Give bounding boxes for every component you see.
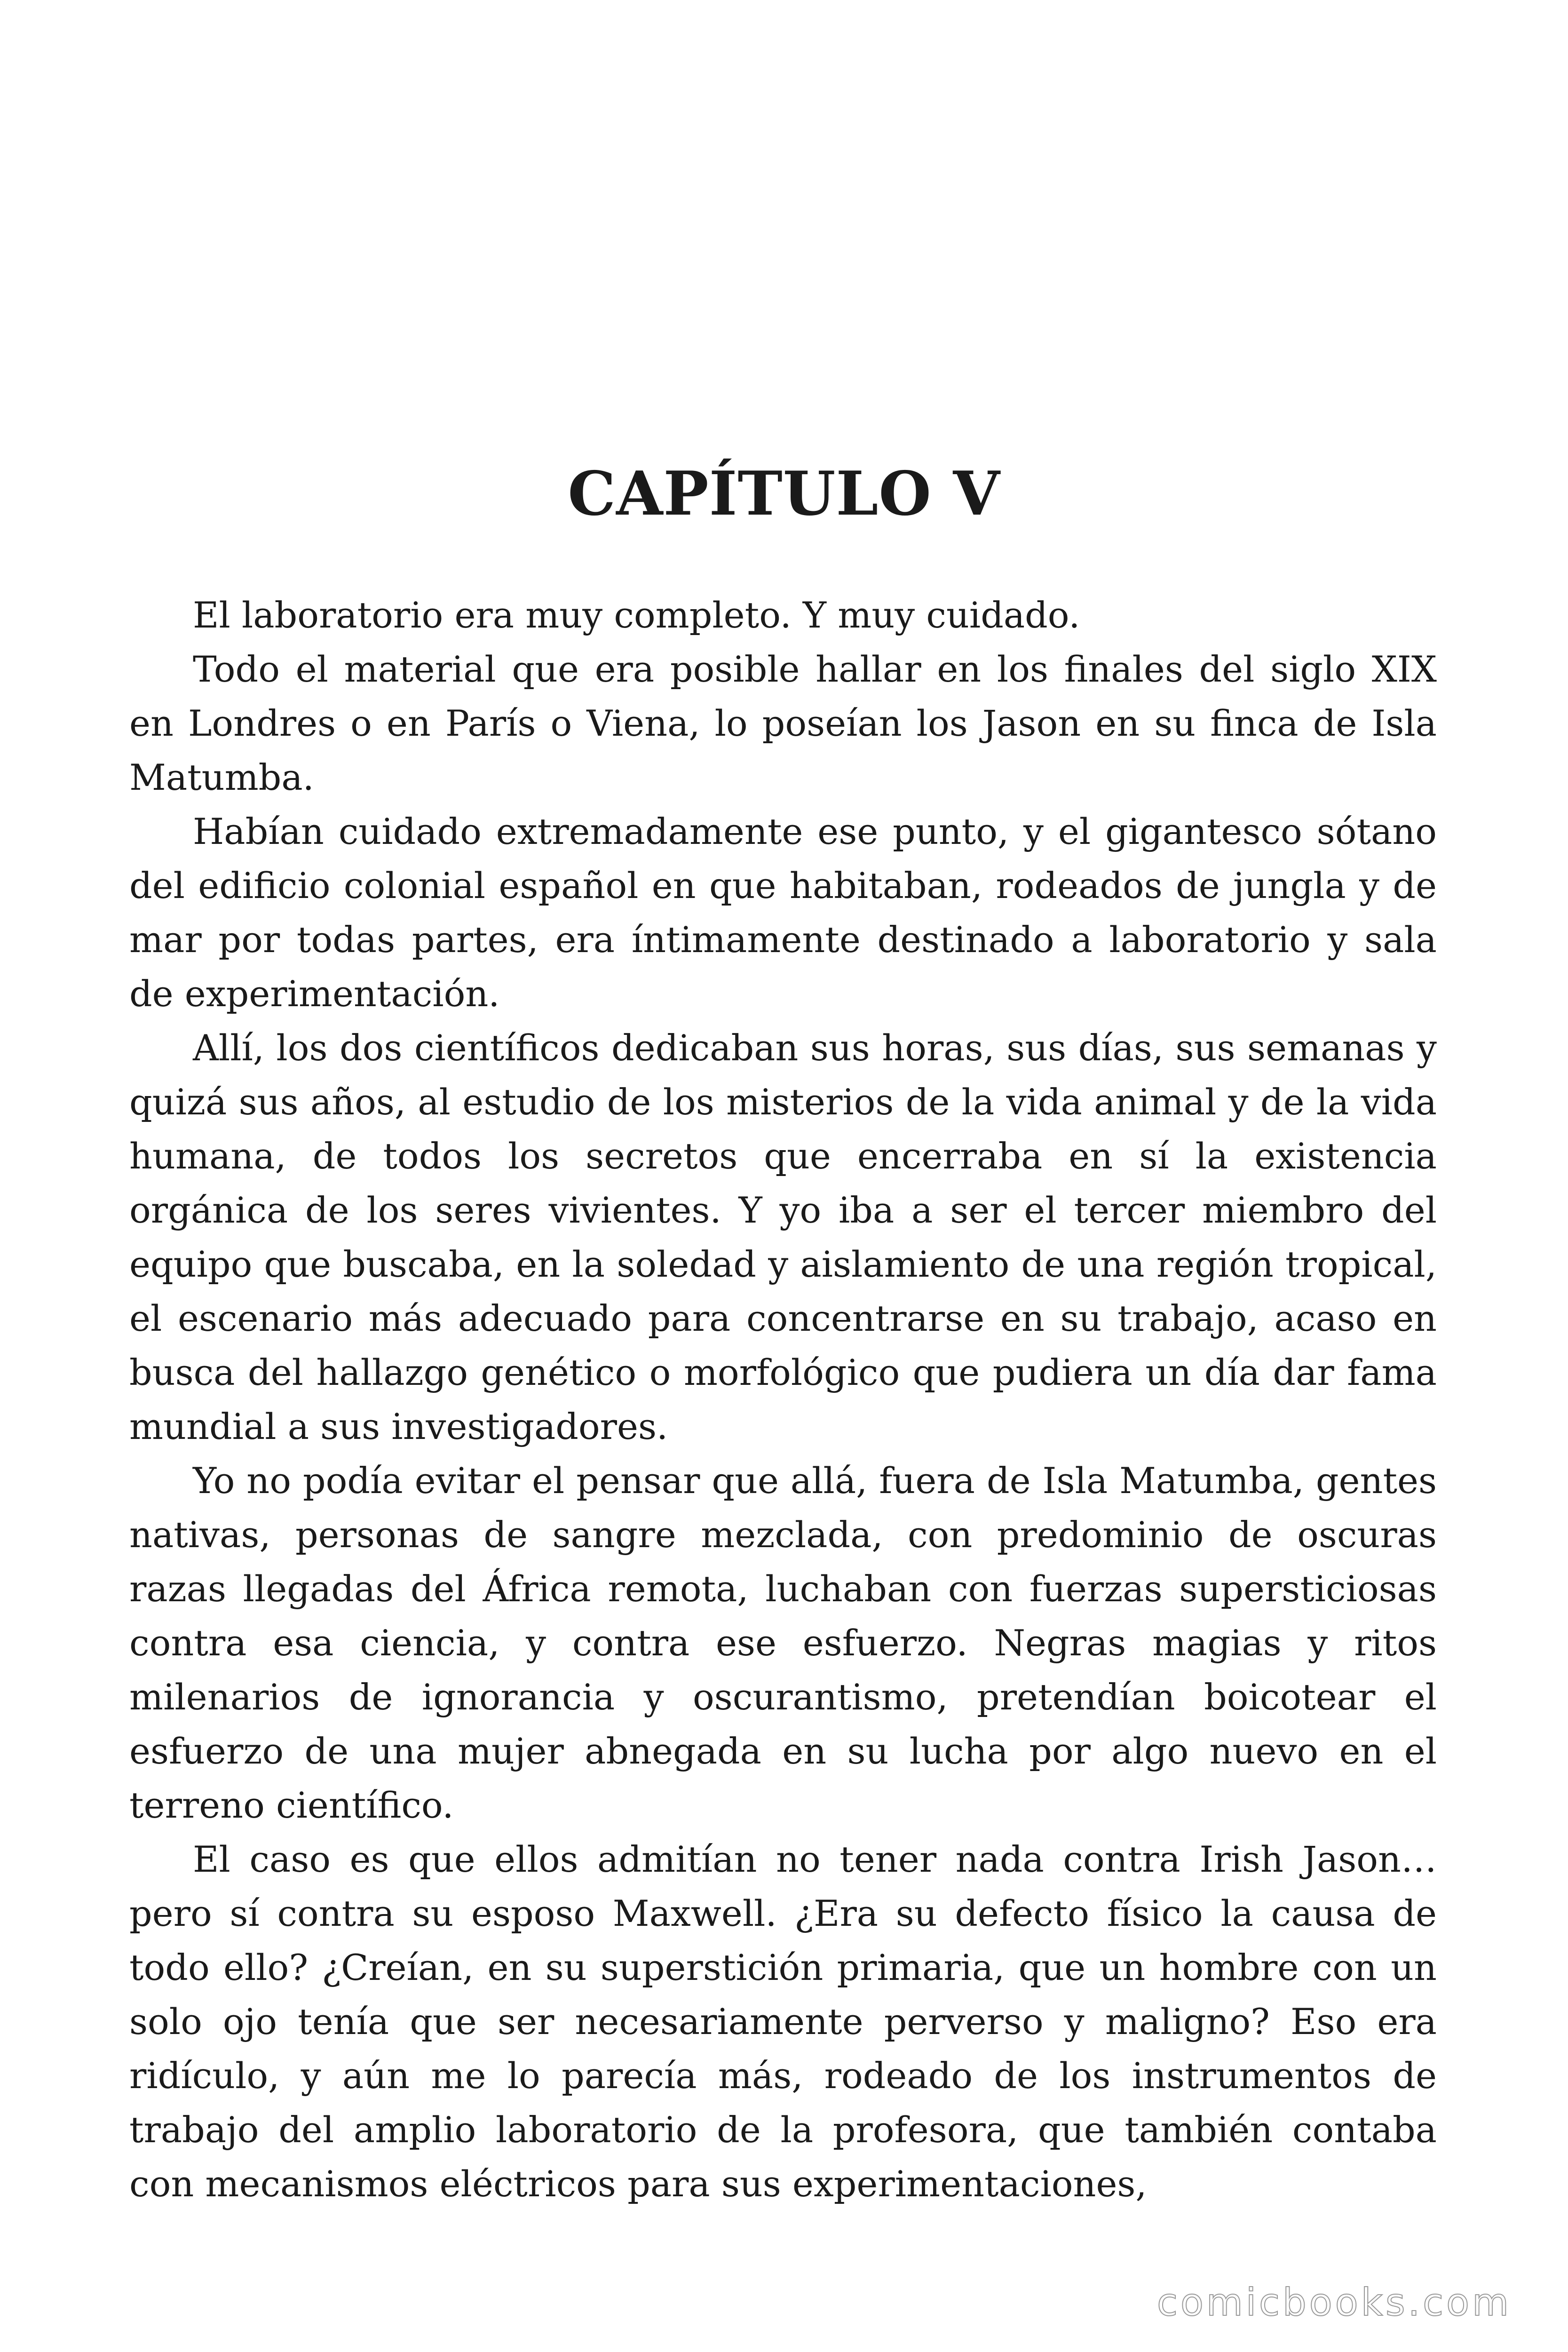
paragraph-2	[129, 642, 1437, 804]
paragraph-5: Yo no podía evitar el pensar que allá, fuera de Isla Matumba, gentes nativas, personas de sangre mezclada, con predominio de oscuras razas llegadas del África remota, luchaban con fuerzas supersticiosas contra esa ciencia, y contra ese esfuerzo. Negras magias y ritos milenarios de ignorancia y oscurantismo, pretendían boicotear el esfuerzo de una mujer abnegada en su lucha por algo nuevo en el terreno científico.	[129, 1460, 1437, 1826]
chapter-title: CAPÍTULO V	[568, 459, 1000, 529]
paragraph-6: El caso es que ellos admitían no tener nada contra Irish Jason… pero sí contra su esposo Maxwell. ¿Era su defecto físico la causa de todo ello? ¿Creían, en su superstición primaria, que un hombre con un solo ojo tenía que ser necesariamente perverso y maligno? Eso era ridículo, y aún me lo parecía más, rodeado de los instrumentos de trabajo del amplio laboratorio de la profesora, que también contaba con mecanismos eléctricos para sus experimentaciones,	[129, 1838, 1437, 2205]
paragraph-1: El laboratorio era muy completo. Y muy cuidado.	[193, 594, 1080, 636]
watermark: comicbooks.com	[1156, 2280, 1512, 2324]
chapter-body	[129, 588, 1437, 2211]
paragraph-4: Allí, los dos científicos dedicaban sus horas, sus días, sus semanas y quizá sus años, al estudio de los misterios de la vida animal y de la vida humana, de todos los secretos que encerraba en sí la existencia orgánica de los seres vivientes. Y yo iba a ser el tercer miembro del equipo que buscaba, en la soledad y aislamiento de una región tropical, el escenario más adecuado para concentrarse en su trabajo, acaso en busca del hallazgo genético o morfológico que pudiera un día dar fama mundial a sus investigadores.	[129, 1027, 1437, 1447]
paragraph-2-text-before: Todo el material que era posible hallar en los finales del siglo	[193, 648, 1372, 690]
paragraph-2-text-after: en Londres o en París o Viena, lo poseían los Jason en su finca de Isla Matumba.	[129, 702, 1437, 798]
century-numeral: XIX	[1371, 648, 1437, 690]
paragraph-3: Habían cuidado extremadamente ese punto, y el gigantesco sótano del edificio colonial español en que habitaban, rodeados de jungla y de mar por todas partes, era íntimamente destinado a laboratorio y sala de experimentación.	[129, 810, 1437, 1015]
